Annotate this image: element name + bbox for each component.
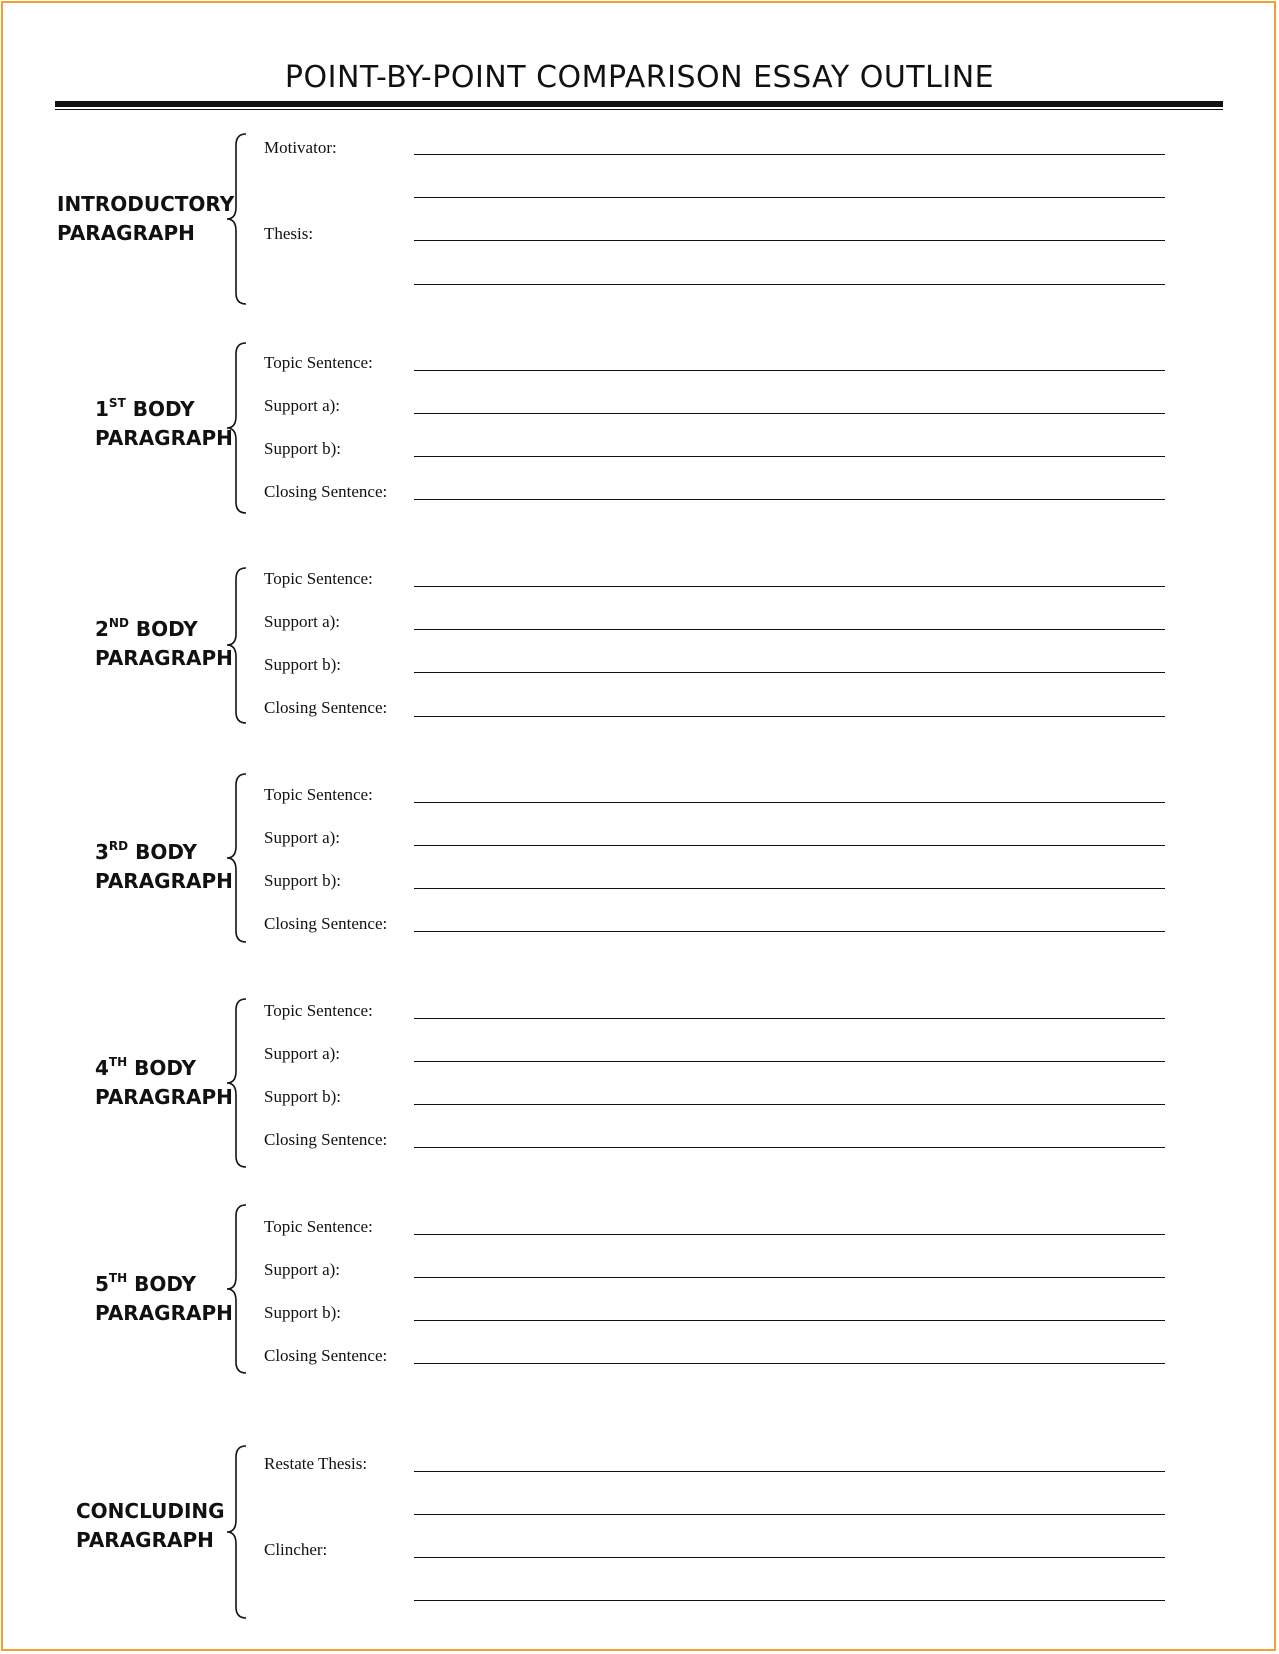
ordinal: 5 (95, 1272, 109, 1296)
topic-sentence-label: Topic Sentence: (264, 353, 373, 372)
support-a-label: Support a): (264, 1260, 341, 1279)
closing-sentence-label: Closing Sentence: (264, 698, 388, 717)
brace-icon (226, 133, 248, 305)
clincher-label: Clincher: (264, 1540, 328, 1559)
support-b-label: Support b): (264, 655, 341, 674)
ordinal: 4 (95, 1056, 109, 1080)
closing-sentence-line[interactable] (414, 1147, 1165, 1148)
title-rest: BODY (128, 617, 198, 641)
support-b-label: Support b): (264, 439, 341, 458)
title-rest: BODY (128, 840, 197, 864)
brace-icon (226, 1445, 248, 1619)
support-a-line[interactable] (414, 1277, 1165, 1278)
support-a-label: Support a): (264, 396, 341, 415)
section-title-line2: PARAGRAPH (57, 221, 195, 245)
topic-sentence-line[interactable] (414, 1234, 1165, 1235)
restate-thesis-line-2[interactable] (414, 1514, 1165, 1515)
section-title-line2: PARAGRAPH (95, 1085, 233, 1109)
ordinal-suffix: ST (108, 396, 126, 410)
title-rest: BODY (127, 1056, 196, 1080)
thesis-line-1[interactable] (414, 240, 1165, 241)
section-title (76, 1497, 225, 1555)
section-title-line2: PARAGRAPH (95, 1301, 233, 1325)
section-title-line2: PARAGRAPH (95, 869, 233, 893)
support-a-line[interactable] (414, 1061, 1165, 1062)
support-b-label: Support b): (264, 871, 341, 890)
motivator-line-2[interactable] (414, 197, 1165, 198)
ordinal-suffix: ND (108, 616, 129, 630)
title-rest: BODY (127, 1272, 196, 1296)
topic-sentence-label: Topic Sentence: (264, 1217, 373, 1236)
closing-sentence-label: Closing Sentence: (264, 1130, 388, 1149)
section-title-line1 (95, 615, 233, 644)
section-title-line1 (95, 838, 233, 867)
topic-sentence-label: Topic Sentence: (264, 785, 373, 804)
section-title (95, 1270, 233, 1328)
support-b-line[interactable] (414, 456, 1165, 457)
support-a-line[interactable] (414, 845, 1165, 846)
ordinal-suffix: TH (108, 1271, 128, 1285)
closing-sentence-line[interactable] (414, 931, 1165, 932)
ordinal: 3 (95, 840, 109, 864)
topic-sentence-label: Topic Sentence: (264, 1001, 373, 1020)
support-b-line[interactable] (414, 1320, 1165, 1321)
closing-sentence-line[interactable] (414, 716, 1165, 717)
section-title-line2: PARAGRAPH (95, 426, 233, 450)
topic-sentence-line[interactable] (414, 802, 1165, 803)
support-a-line[interactable] (414, 413, 1165, 414)
support-a-label: Support a): (264, 828, 341, 847)
title-rule-thick (55, 101, 1223, 107)
closing-sentence-line[interactable] (414, 499, 1165, 500)
page-title: POINT-BY-POINT COMPARISON ESSAY OUTLINE (284, 60, 995, 95)
closing-sentence-label: Closing Sentence: (264, 1346, 388, 1365)
ordinal: 2 (95, 617, 109, 641)
title-rule-thin (55, 109, 1223, 110)
support-b-line[interactable] (414, 1104, 1165, 1105)
restate-thesis-line-1[interactable] (414, 1471, 1165, 1472)
support-a-label: Support a): (264, 1044, 341, 1063)
support-a-line[interactable] (414, 629, 1165, 630)
ordinal: 1 (95, 397, 109, 421)
brace-icon (226, 998, 248, 1168)
section-title-line1 (95, 395, 233, 424)
ordinal-suffix: TH (108, 1055, 128, 1069)
support-b-label: Support b): (264, 1087, 341, 1106)
topic-sentence-line[interactable] (414, 1018, 1165, 1019)
motivator-label: Motivator: (264, 138, 337, 157)
section-title (95, 615, 233, 673)
support-b-line[interactable] (414, 888, 1165, 889)
page-border (1, 1, 1276, 1651)
closing-sentence-line[interactable] (414, 1363, 1165, 1364)
section-title-line1 (95, 1270, 233, 1299)
section-title (95, 395, 233, 453)
brace-icon (226, 342, 248, 514)
closing-sentence-label: Closing Sentence: (264, 914, 388, 933)
ordinal-suffix: RD (108, 839, 129, 853)
thesis-label: Thesis: (264, 224, 314, 243)
brace-icon (226, 773, 248, 943)
brace-icon (226, 567, 248, 724)
section-title-line2: PARAGRAPH (76, 1528, 214, 1552)
section-title (95, 1054, 233, 1112)
motivator-line-1[interactable] (414, 154, 1165, 155)
support-a-label: Support a): (264, 612, 341, 631)
thesis-line-2[interactable] (414, 284, 1165, 285)
clincher-line-2[interactable] (414, 1600, 1165, 1601)
support-b-line[interactable] (414, 672, 1165, 673)
clincher-line-1[interactable] (414, 1557, 1165, 1558)
section-title (95, 838, 233, 896)
section-title-line2: PARAGRAPH (95, 646, 233, 670)
support-b-label: Support b): (264, 1303, 341, 1322)
brace-icon (226, 1204, 248, 1374)
restate-thesis-label: Restate Thesis: (264, 1454, 368, 1473)
topic-sentence-line[interactable] (414, 370, 1165, 371)
closing-sentence-label: Closing Sentence: (264, 482, 388, 501)
title-rest: BODY (125, 397, 195, 421)
section-title-line1: INTRODUCTORY (57, 192, 235, 216)
section-title-line1 (95, 1054, 233, 1083)
section-title (57, 190, 234, 248)
topic-sentence-line[interactable] (414, 586, 1165, 587)
topic-sentence-label: Topic Sentence: (264, 569, 373, 588)
section-title-line1: CONCLUDING (76, 1499, 225, 1523)
